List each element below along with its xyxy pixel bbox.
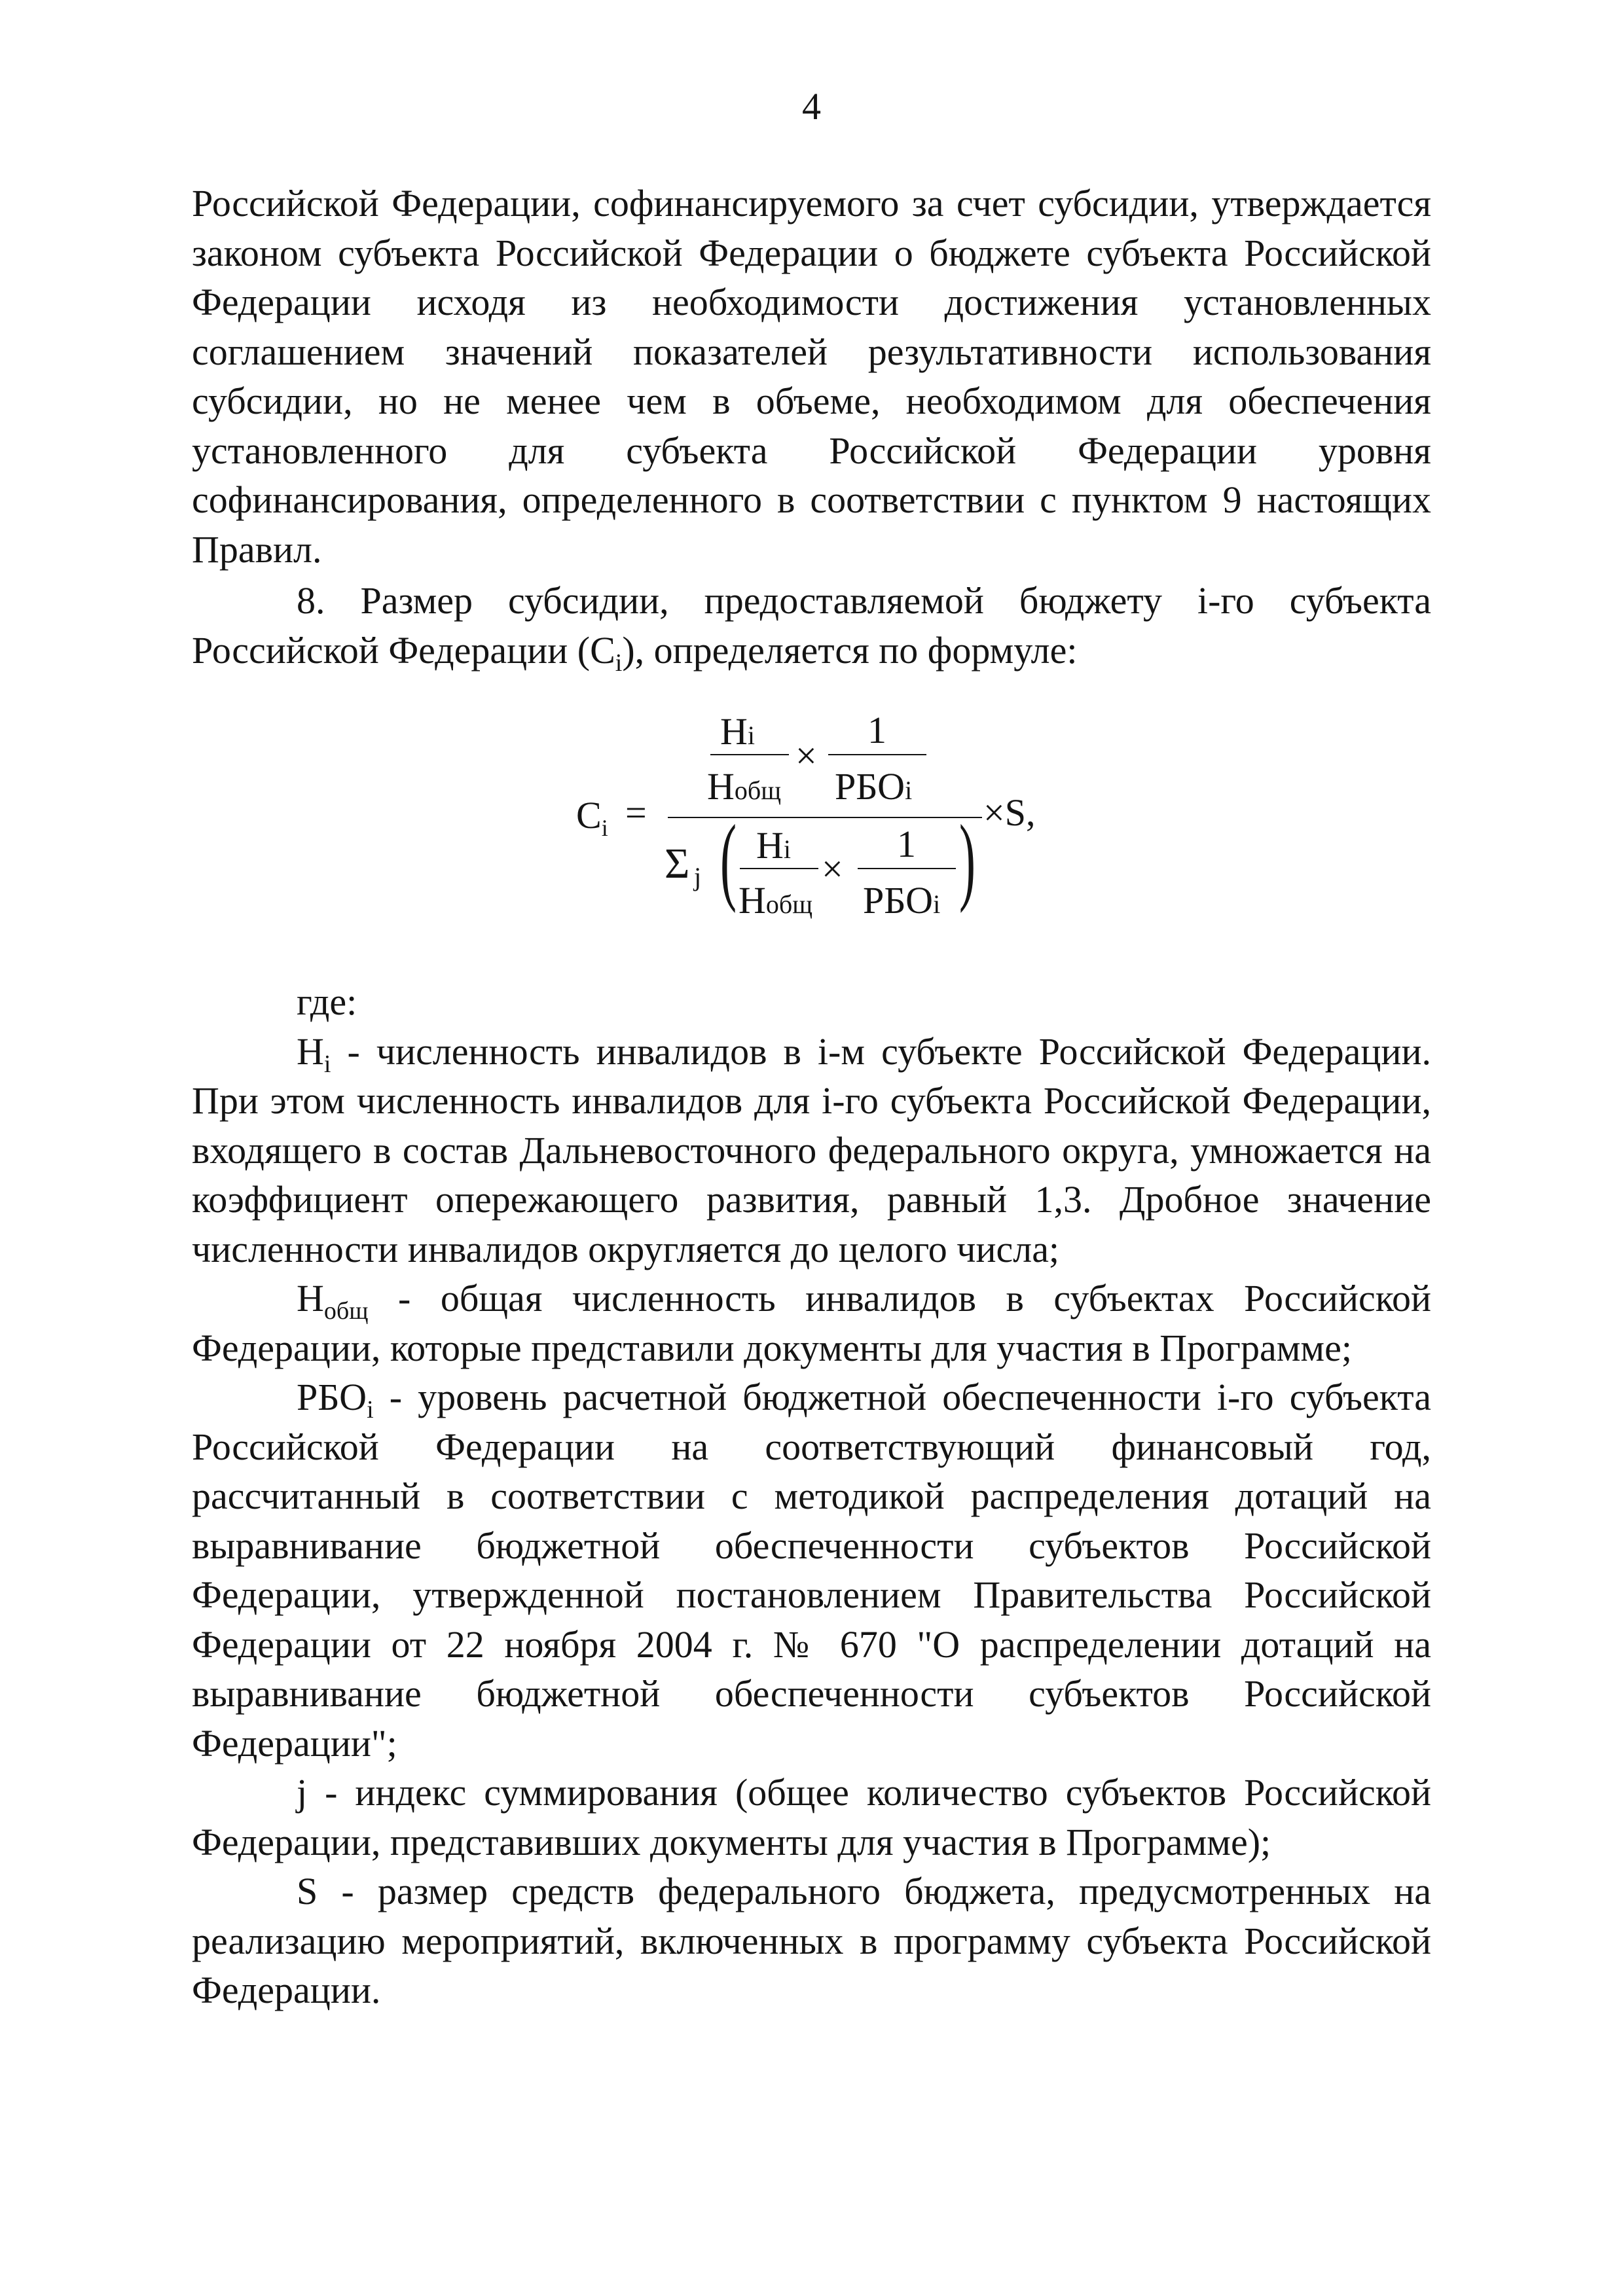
definition-item: j - индекс суммирования (общее количество субъектов Российской Федерации, представивших документы для участия в Программе);: [192, 1771, 1431, 1863]
formula-tail: ×S,: [983, 791, 1036, 834]
sum-subscript: j: [694, 862, 702, 891]
definition-item: S - размер средств федерального бюджета, предусмотренных на реализацию мероприятий, включенных в программу субъекта Российской Федерации.: [192, 1870, 1431, 2011]
formula-lhs: $C_i$: [576, 794, 608, 841]
left-parenthesis: (: [720, 805, 737, 914]
numerator-Htotal: Hобщ: [707, 765, 782, 808]
denominator-times: ×: [822, 848, 843, 890]
page-number: 4: [802, 85, 821, 128]
denominator-bar-2: [858, 868, 956, 869]
subsidy-formula: [576, 700, 1074, 949]
section-8: [192, 576, 1431, 675]
sum-symbol: Σ: [665, 840, 690, 888]
definitions: [192, 977, 1431, 2015]
numerator-bar-2: [828, 754, 926, 755]
paragraph-continuation: [192, 179, 1431, 574]
definition-item: $H_{общ}$ - общая численность инвалидов в субъектах Российской Федерации, которые представили документы для участия в Программе;: [192, 1277, 1431, 1369]
definition-item: $H_i$ - численность инвалидов в i-м субъекте Российской Федерации. При этом численность инвалидов для i-го субъекта Российской Федерации, входящего в состав Дальневосточного федерального округа, умножается на коэффициент опережающего развития, равный 1,3. Дробное значение численности инвалидов округляется до целого числа;: [192, 1030, 1431, 1270]
numerator-times: ×: [795, 734, 817, 777]
paragraph-text: Российской Федерации, софинансируемого за счет субсидии, утверждается законом субъекта Российской Федерации о бюджете субъекта Российской Федерации исходя из необходимости достижения установленных соглашением значений показателей результативности использования субсидии, но не менее чем в объеме, необходимом для обеспечения установленного для субъекта Российской Федерации уровня софинансирования, определенного в соответствии с пунктом 9 настоящих Правил.: [192, 182, 1431, 571]
numerator-bar-1: [710, 754, 789, 755]
denominator-Htotal: Hобщ: [739, 879, 813, 922]
definition-item: $РБО_i$ - уровень расчетной бюджетной обеспеченности i-го субъекта Российской Федерации на соответствующий финансовый год, рассчитанный в соответствии с методикой распределения дотаций на выравнивание бюджетной обеспеченности субъектов Российской Федерации, утвержденной постановлением Правительства Российской Федерации от 22 ноября 2004 г. № 670 "О распределении дотаций на выравнивание бюджетной обеспеченности субъектов Российской Федерации";: [192, 1376, 1431, 1765]
main-fraction-bar: [668, 817, 982, 818]
numerator-H: Hi: [720, 710, 756, 753]
right-parenthesis: ): [959, 805, 976, 914]
section-8-line2: Российской Федерации $(C_i)$, определяется по формуле:: [192, 628, 1078, 677]
denominator-one: 1: [897, 823, 916, 865]
numerator-one: 1: [867, 709, 886, 751]
formula-equals: =: [625, 791, 647, 834]
section-8-lead: 8. Размер субсидии, предоставляемой бюджету i-го субъекта: [297, 579, 1431, 622]
denominator-rbo: РБОi: [863, 879, 941, 922]
numerator-rbo: РБОi: [835, 765, 913, 808]
denominator-bar-1: [740, 868, 818, 869]
denominator-H: Hi: [756, 824, 792, 867]
where-label: где:: [297, 980, 357, 1023]
